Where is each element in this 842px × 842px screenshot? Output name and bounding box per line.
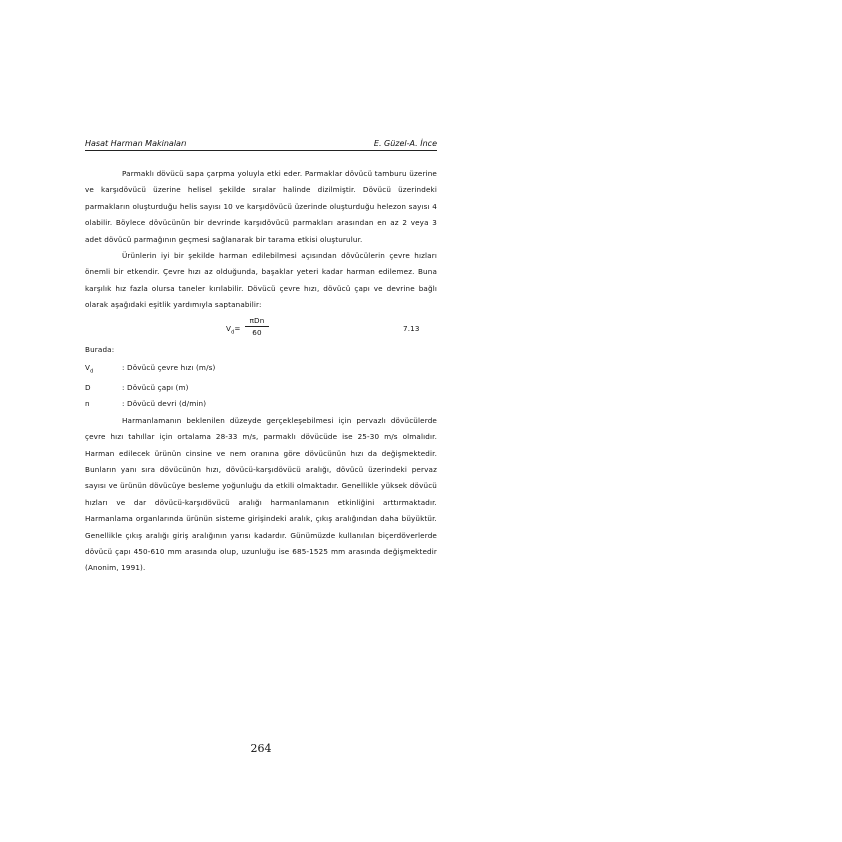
paragraph-2: Ürünlerin iyi bir şekilde harman edilebilmesi açısından dövücülerin çevre hızları önemli bir etkendir. Çevre hızı az olduğunda, başaklar yeteri kadar harman edilemez. Buna karşılık hız fazla olursa taneler kırılabilir. Dövücü çevre hızı, dövücü çapı ve devrine bağlı olarak aşağıdaki eşitlik yardımıyla saptanabilir:: [85, 251, 437, 310]
header-book-title: Hasat Harman Makinaları: [85, 139, 187, 148]
definition-symbol: n: [85, 399, 90, 409]
definition-symbol: $V_d$: [85, 363, 94, 375]
body-text: [85, 166, 437, 577]
formula-lhs: $V_d=$: [226, 323, 241, 336]
equation-number: 7.13: [403, 323, 420, 333]
definition-list: [85, 360, 437, 413]
page-number: 264: [250, 742, 272, 755]
formula-fraction: [245, 316, 269, 338]
definition-text: : Dövücü çevre hızı (m/s): [122, 363, 216, 373]
definition-text: : Dövücü çapı (m): [122, 382, 189, 392]
formula-block: [85, 316, 437, 342]
formula-denominator: 60: [252, 327, 262, 337]
header-authors: E. Güzel-A. İnce: [373, 139, 437, 148]
formula-numerator: πDn: [245, 316, 269, 327]
definition-row: [85, 380, 437, 396]
running-header: [85, 138, 437, 151]
definition-row: [85, 396, 437, 412]
definition-symbol: D: [85, 382, 91, 392]
definition-text: : Dövücü devri (d/min): [122, 399, 207, 409]
definition-row: [85, 360, 437, 380]
paragraph-3: Harmanlamanın beklenilen düzeyde gerçekleşebilmesi için pervazlı dövücülerde çevre hızı tahıllar için ortalama 28-33 m/s, parmaklı dövücüde ise 25-30 m/s olmalıdır. Harman edilecek ürünün cinsine ve nem oranına göre dövücünün hızı da değişmektedir. Bunların yanı sıra dövücünün hızı, dövücü-karşıdövücü aralığı, dövücü üzerindeki pervaz sayısı ve ürünün dövücüye besleme yoğunluğu da etkili olmaktadır. Genellikle yüksek dövücü hızları ve dar dövücü-karşıdövücü aralığı harmanlamanın etkinliğini arttırmaktadır. Harmanlama organlarında ürünün sisteme girişindeki aralık, çıkış aralığından daha büyüktür. Genellikle çıkış aralığı giriş aralığının yarısı kadardır. Günümüzde kullanılan biçerdöverlerde dövücü çapı 450-610 mm arasında olup, uzunluğu ise 685-1525 mm arasında değişmektedir (Anonim, 1991).: [85, 415, 437, 573]
paragraph-1: Parmaklı dövücü sapa çarpma yoluyla etki eder. Parmaklar dövücü tamburu üzerine ve karşıdövücü üzerine helisel şekilde sıralar halinde dizilmiştir. Dövücü üzerindeki parmakların oluşturduğu helis sayısı 10 ve karşıdövücü üzerinde oluşturduğu helezon sayısı 4 olabilir. Böylece dövücünün bir devrinde karşıdövücü parmakları arasından en az 2 veya 3 adet dövücü parmağının geçmesi sağlanarak bir tarama etkisi oluşturulur.: [85, 169, 437, 244]
where-label: Burada:: [85, 344, 115, 354]
